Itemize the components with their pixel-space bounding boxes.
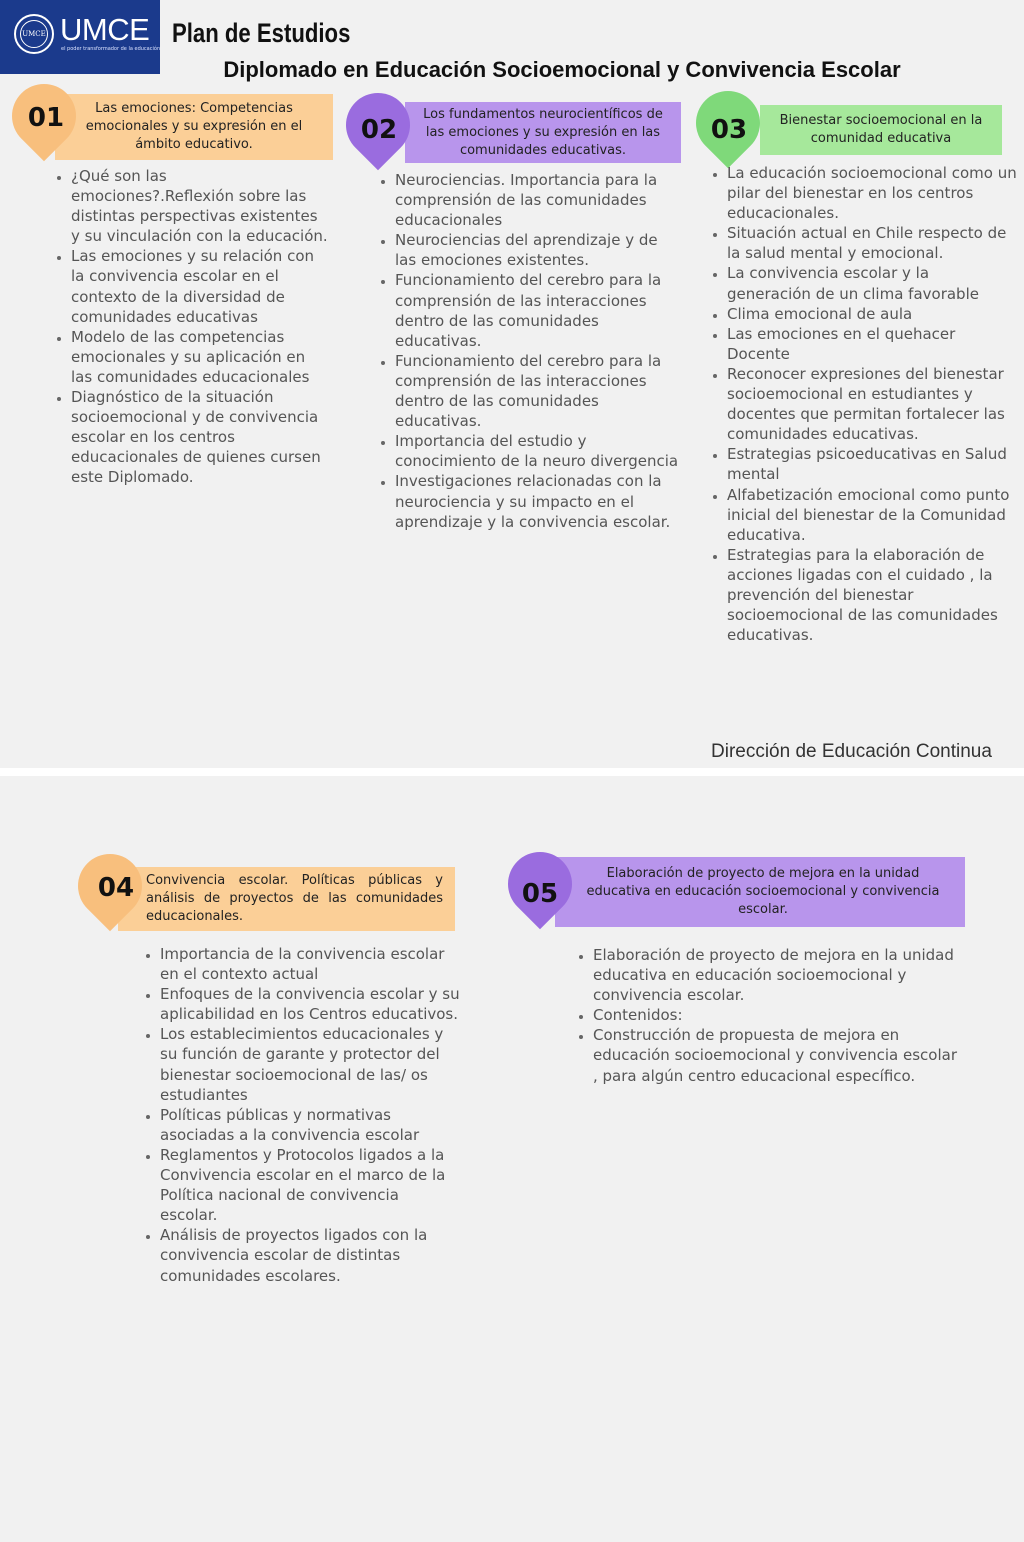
module-02-number: 02: [360, 115, 398, 145]
list-item: • Funcionamiento del cerebro para la comprensión de las interacciones dentro de las comunidades educativas.: [395, 270, 681, 350]
list-item: • Investigaciones relacionadas con la neurociencia y su impacto en el aprendizaje y la convivencia escolar.: [395, 471, 681, 531]
page-separator: [0, 768, 1024, 776]
module-01-list: [53, 166, 331, 488]
list-item: • Situación actual en Chile respecto de la salud mental y emocional.: [727, 223, 1017, 263]
list-item: • Las emociones en el quehacer Docente: [727, 324, 1017, 364]
list-item: • Neurociencias del aprendizaje y de las emociones existentes.: [395, 230, 681, 270]
module-05-list: [575, 945, 957, 1086]
list-item: • Enfoques de la convivencia escolar y su aplicabilidad en los Centros educativos.: [160, 984, 460, 1024]
list-item: • Importancia de la convivencia escolar en el contexto actual: [160, 944, 460, 984]
list-item: • ¿Qué son las emociones?.Reflexión sobre las distintas perspectivas existentes y su vinculación con la educación.: [71, 166, 331, 246]
page-subtitle: Diplomado en Educación Socioemocional y Convivencia Escolar: [223, 57, 901, 82]
list-item: • Construcción de propuesta de mejora en educación socioemocional y convivencia escolar , para algún centro educacional específico.: [593, 1025, 957, 1085]
list-item: • Funcionamiento del cerebro para la comprensión de las interacciones dentro de las comunidades educativas.: [395, 351, 681, 431]
list-item: • Diagnóstico de la situación socioemocional y de convivencia escolar en los centros educacionales de quienes cursen este Diplomado.: [71, 387, 331, 487]
logo-tagline: el poder transformador de la educación: [61, 46, 161, 52]
list-item: • La convivencia escolar y la generación de un clima favorable: [727, 263, 1017, 303]
list-item: • Neurociencias. Importancia para la comprensión de las comunidades educacionales: [395, 170, 681, 230]
module-04-title: Convivencia escolar. Políticas públicas y análisis de proyectos de las comunidades educacionales.: [118, 867, 455, 931]
list-item: • Modelo de las competencias emocionales y su aplicación en las comunidades educacionales: [71, 327, 331, 387]
module-03-number: 03: [710, 115, 748, 145]
list-item: • Análisis de proyectos ligados con la convivencia escolar de distintas comunidades escolares.: [160, 1225, 460, 1285]
module-04-list: [142, 944, 460, 1286]
list-item: • Reglamentos y Protocolos ligados a la Convivencia escolar en el marco de la Política nacional de convivencia escolar.: [160, 1145, 460, 1225]
list-item: • Estrategias psicoeducativas en Salud mental: [727, 444, 1017, 484]
module-01-number: 01: [27, 103, 65, 133]
page-title: Plan de Estudios: [172, 18, 351, 48]
module-02-list: [377, 170, 681, 532]
module-03-list: [709, 163, 1017, 645]
module-02-title: Los fundamentos neurocientíficos de las emociones y su expresión en las comunidades educativas.: [405, 102, 681, 163]
list-item: • Las emociones y su relación con la convivencia escolar en el contexto de la diversidad de comunidades educativas: [71, 246, 331, 326]
list-item: • Importancia del estudio y conocimiento de la neuro divergencia: [395, 431, 681, 471]
list-item: • Alfabetización emocional como punto inicial del bienestar de la Comunidad educativa.: [727, 485, 1017, 545]
list-item: • Elaboración de proyecto de mejora en la unidad educativa en educación socioemocional y convivencia escolar.: [593, 945, 957, 1005]
footer-text: Dirección de Educación Continua: [711, 741, 992, 762]
university-seal-icon: UMCE: [14, 14, 54, 54]
list-item: • Clima emocional de aula: [727, 304, 1017, 324]
list-item: • La educación socioemocional como un pilar del bienestar en los centros educacionales.: [727, 163, 1017, 223]
logo-text: UMCE: [60, 12, 150, 47]
list-item: • Políticas públicas y normativas asociadas a la convivencia escolar: [160, 1105, 460, 1145]
list-item: • Reconocer expresiones del bienestar socioemocional en estudiantes y docentes que permitan fortalecer las comunidades educativas.: [727, 364, 1017, 444]
module-05-title: Elaboración de proyecto de mejora en la unidad educativa en educación socioemocional y convivencia escolar.: [555, 857, 965, 927]
module-04-number: 04: [97, 873, 135, 903]
module-05-number: 05: [521, 879, 559, 909]
list-item: • Estrategias para la elaboración de acciones ligadas con el cuidado , la prevención del bienestar socioemocional de las comunidades educativas.: [727, 545, 1017, 645]
module-03-title: Bienestar socioemocional en la comunidad educativa: [760, 105, 1002, 155]
list-item: • Los establecimientos educacionales y su función de garante y protector del bienestar socioemocional de las/ os estudiantes: [160, 1024, 460, 1104]
module-01-title: Las emociones: Competencias emocionales y su expresión en el ámbito educativo.: [55, 94, 333, 160]
list-item: • Contenidos:: [593, 1005, 957, 1025]
